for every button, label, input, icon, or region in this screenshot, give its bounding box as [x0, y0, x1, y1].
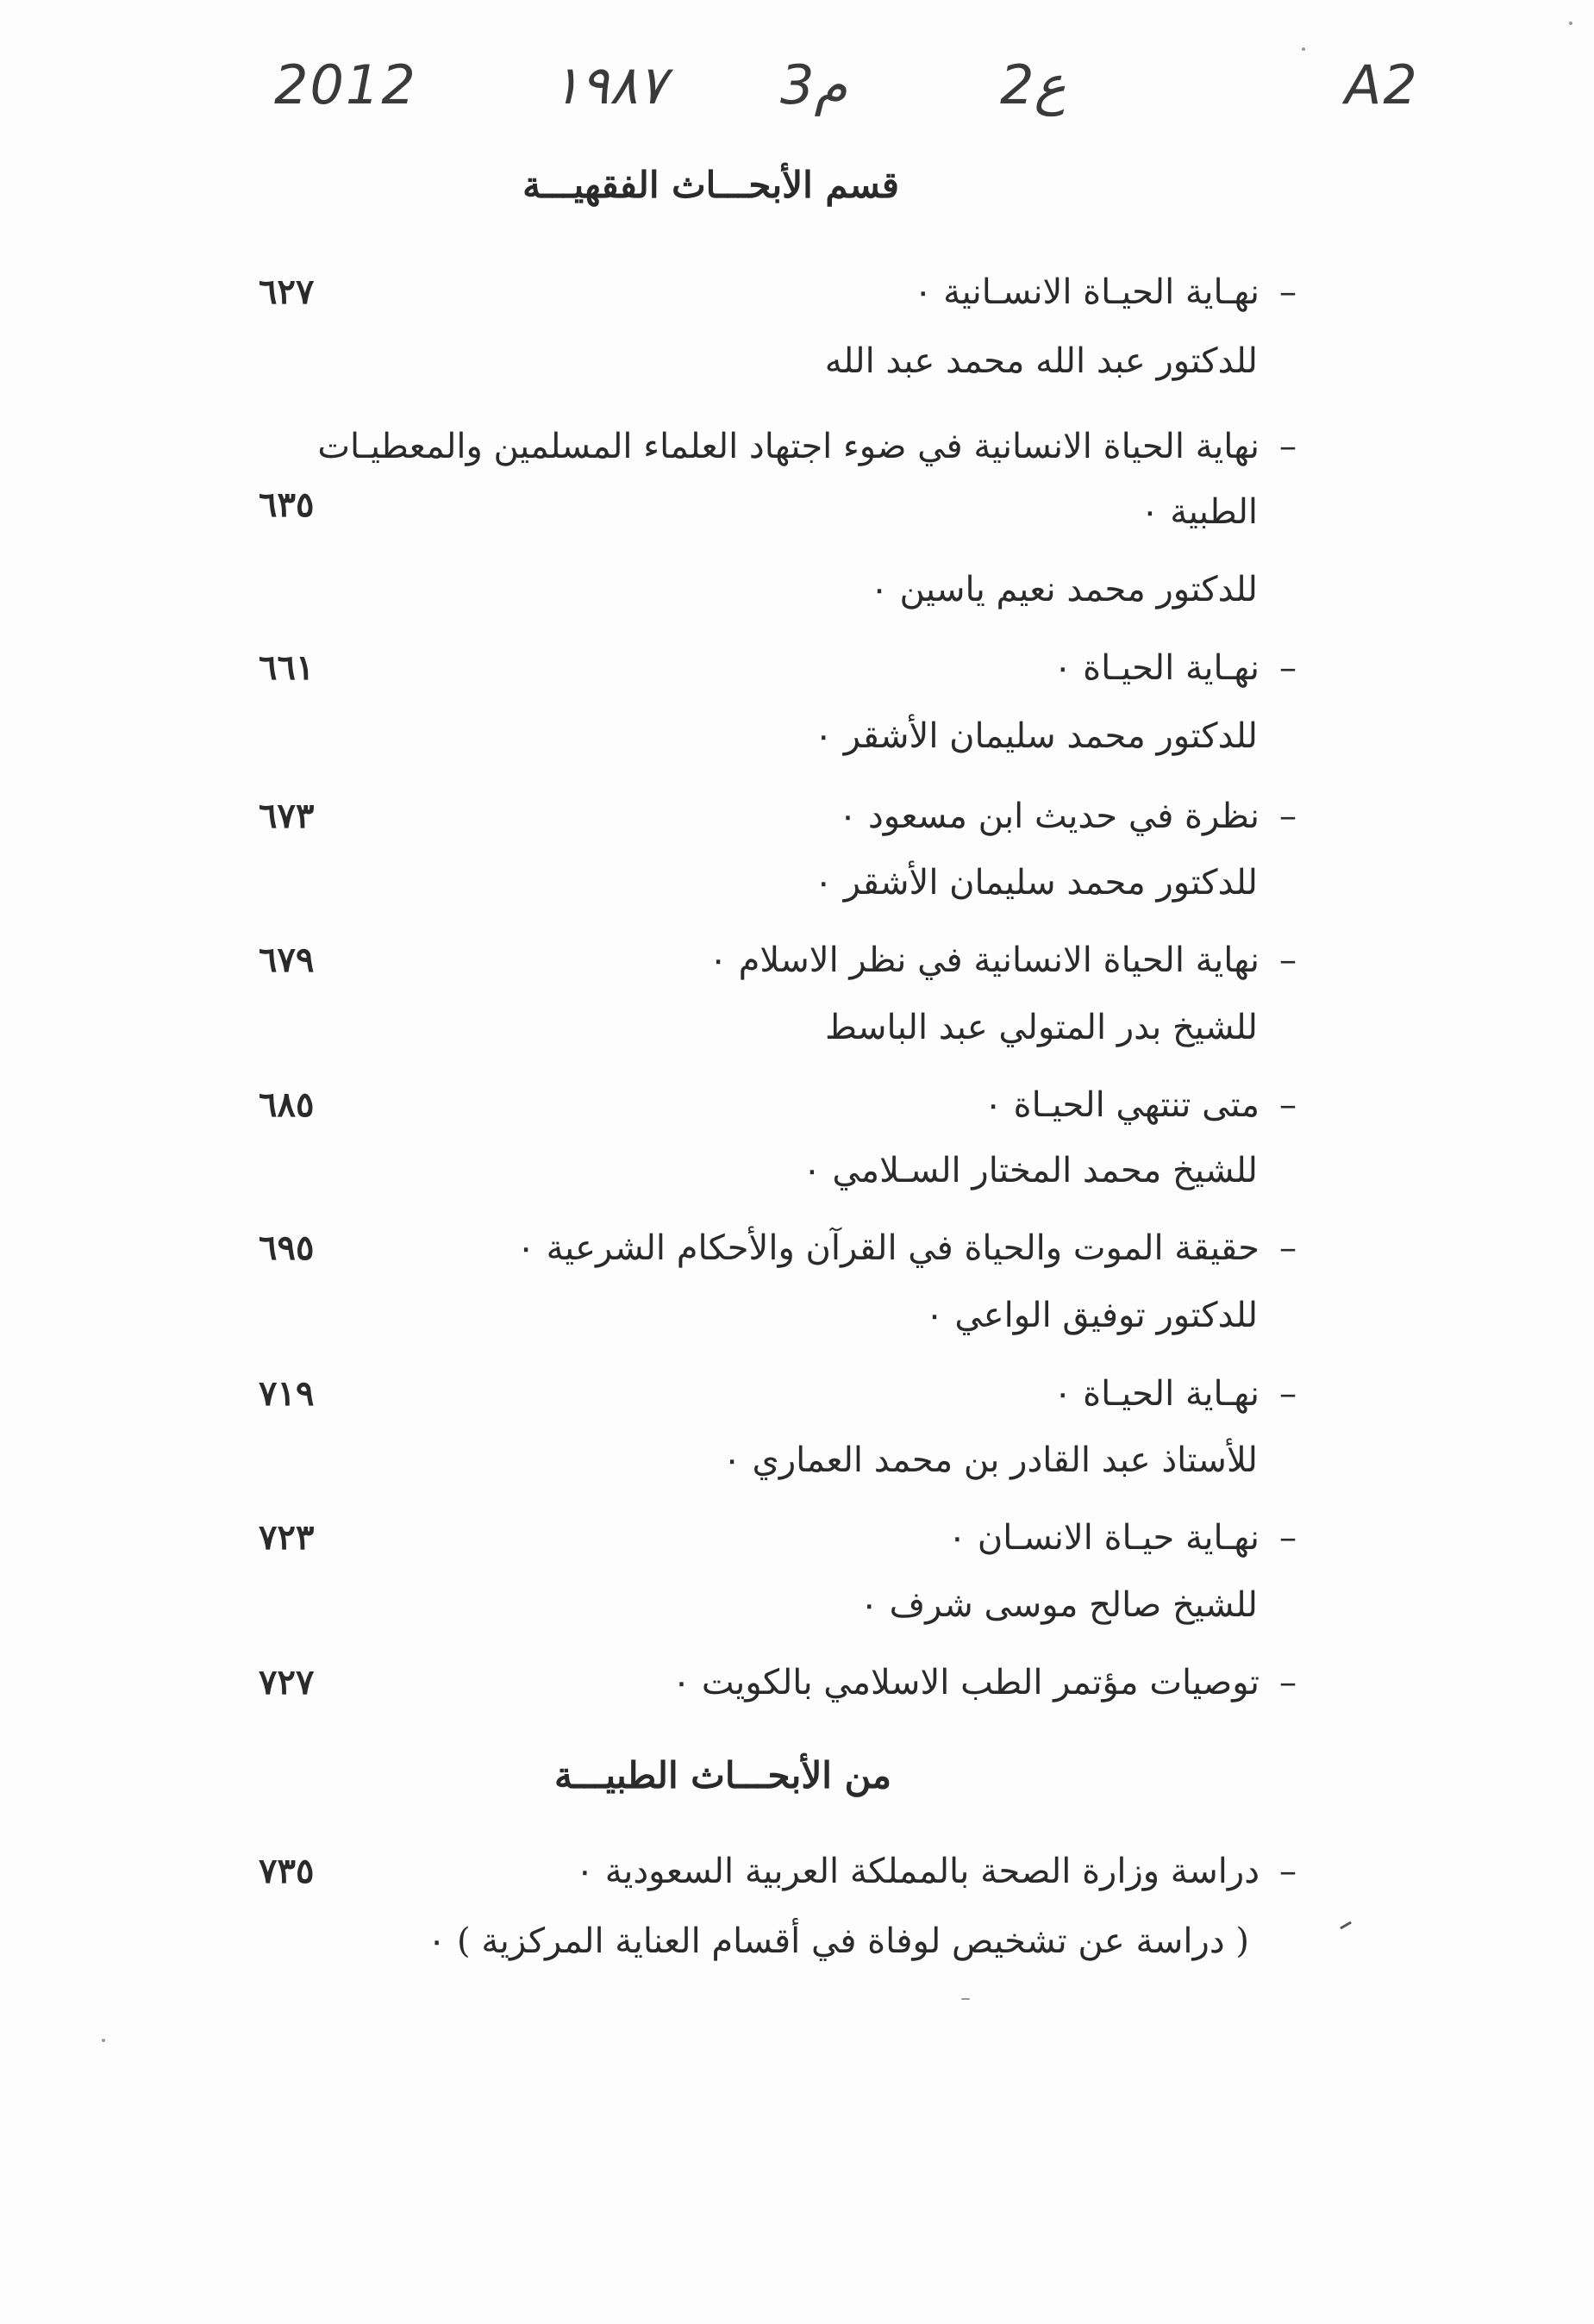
- toc-page-number: ٦٩٥: [259, 1228, 315, 1268]
- handwritten-ref-4: ١٩٨٧: [552, 53, 667, 116]
- toc-entry-title: – نهـاية الحيـاة الانسـانية ٠: [914, 266, 1310, 318]
- toc-entry-title: – نهـاية الحيـاة ٠: [1053, 1368, 1310, 1420]
- toc-page-number: ٦٦١: [259, 647, 315, 688]
- toc-entry-title: – دراسة وزارة الصحة بالمملكة العربية السعودية ٠: [576, 1846, 1310, 1897]
- toc-page-number: ٦٣٥: [259, 484, 315, 525]
- toc-entry-title: – نهـاية الحيـاة ٠: [1053, 642, 1310, 694]
- pen-mark: [1340, 1921, 1352, 1930]
- handwritten-ref-1: A2: [1345, 53, 1419, 116]
- toc-entry-title: – متى تنتهي الحيـاة ٠: [984, 1079, 1310, 1131]
- toc-page-number: ٧٢٧: [259, 1662, 315, 1702]
- scan-speck: [1302, 47, 1305, 51]
- toc-entry-author: للأستاذ عبد القادر بن محمد العماري ٠: [722, 1440, 1258, 1480]
- scan-speck: [961, 1998, 970, 2000]
- handwritten-ref-2: 2ع: [1000, 53, 1066, 116]
- toc-entry-author: للشيخ محمد المختار السـلامي ٠: [803, 1151, 1258, 1190]
- scan-speck: [1569, 22, 1572, 25]
- toc-entry-title: – نهـاية حيـاة الانسـان ٠: [948, 1512, 1310, 1564]
- toc-entry-title: – حقيقة الموت والحياة في القرآن والأحكام الشرعية ٠: [516, 1222, 1310, 1274]
- toc-entry-author: للشيخ بدر المتولي عبد الباسط: [825, 1008, 1258, 1047]
- toc-entry-title: – نظرة في حديث ابن مسعود ٠: [839, 790, 1310, 842]
- handwritten-ref-3: 3م: [780, 53, 847, 116]
- toc-page-number: ٦٧٩: [259, 940, 315, 980]
- toc-page-number: ٧٢٣: [259, 1517, 315, 1558]
- toc-entry-author: للدكتور محمد نعيم ياسين ٠: [870, 570, 1258, 609]
- toc-entry-author: للدكتور محمد سليمان الأشقر ٠: [814, 863, 1258, 903]
- toc-entry-subtitle: ( دراسة عن تشخيص لوفاة في أقسام العناية المركزية ) ٠: [427, 1921, 1249, 1961]
- toc-entry-author: للدكتور محمد سليمان الأشقر ٠: [814, 716, 1258, 756]
- toc-page-number: ٧١٩: [259, 1373, 315, 1414]
- scan-speck: [102, 2039, 105, 2042]
- toc-entry-title: – توصيات مؤتمر الطب الاسلامي بالكويت ٠: [672, 1657, 1310, 1709]
- handwritten-ref-5: 2012: [274, 53, 417, 116]
- toc-entry-author: للدكتور توفيق الواعي ٠: [925, 1296, 1258, 1335]
- toc-entry-title: – نهاية الحياة الانسانية في نظر الاسلام ٠: [709, 934, 1310, 986]
- toc-entry-author: للدكتور عبد الله محمد عبد الله: [824, 341, 1258, 381]
- toc-page-number: ٦٧٣: [259, 796, 315, 836]
- toc-page-number: ٧٣٥: [259, 1851, 315, 1891]
- toc-page-number: ٦٨٥: [259, 1084, 315, 1125]
- toc-entry-author: للشيخ صالح موسى شرف ٠: [860, 1585, 1258, 1625]
- toc-page-number: ٦٢٧: [259, 272, 315, 312]
- toc-entry-title: – نهاية الحياة الانسانية في ضوء اجتهاد العلماء المسلمين والمعطيـات: [317, 421, 1310, 472]
- toc-entry-title-continued: الطبية ٠: [1141, 492, 1258, 532]
- section-title-medical: من الأبحـــاث الطبيـــة: [553, 1754, 892, 1796]
- section-title-fiqh: قسم الأبحـــاث الفقهيـــة: [522, 164, 899, 206]
